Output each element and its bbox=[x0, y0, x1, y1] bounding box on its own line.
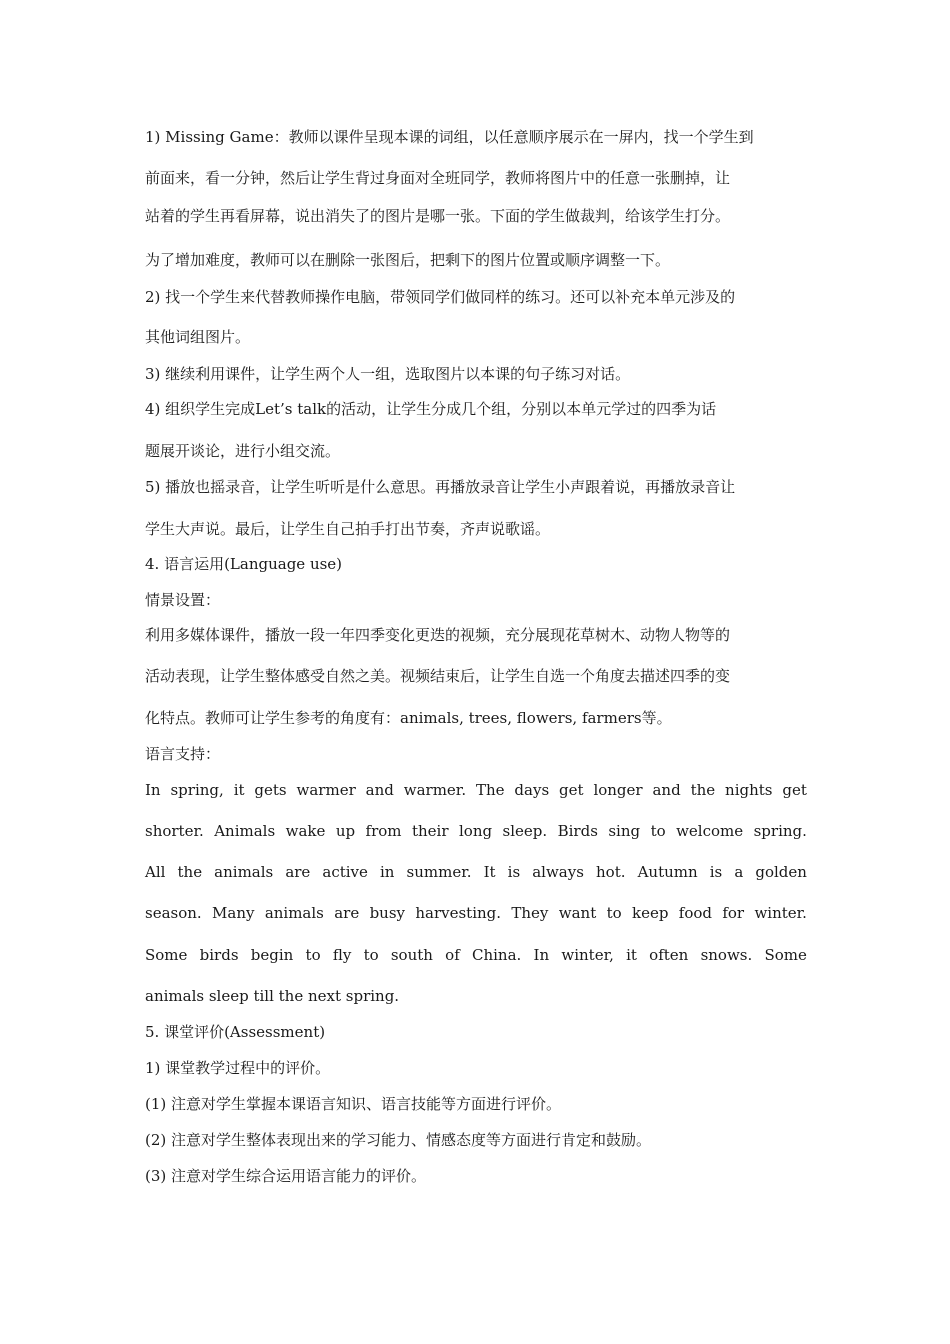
text-line: 其他词组图片。 bbox=[145, 328, 251, 346]
english-line bbox=[145, 862, 807, 882]
text-line: 站着的学生再看屏幕，说出消失了的图片是哪一张。下面的学生做裁判，给该学生打分。 bbox=[145, 207, 731, 225]
word: always bbox=[532, 863, 584, 881]
word: winter. bbox=[754, 904, 807, 922]
word: and bbox=[652, 781, 681, 799]
text-line: 前面来，看一分钟，然后让学生背过身面对全班同学，教师将图片中的任意一张删掉，让 bbox=[145, 169, 731, 187]
word: China. bbox=[472, 946, 522, 964]
word: snows. bbox=[700, 946, 753, 964]
word: get bbox=[782, 781, 807, 799]
word: All bbox=[145, 863, 166, 881]
word: to bbox=[363, 946, 379, 964]
word: Some bbox=[145, 946, 188, 964]
word: often bbox=[649, 946, 689, 964]
word: spring, bbox=[170, 781, 224, 799]
text-line: 为了增加难度，教师可以在删除一张图后，把剩下的图片位置或顺序调整一下。 bbox=[145, 251, 671, 269]
word: sing bbox=[608, 822, 641, 840]
text-line: 5) 播放也摇录音，让学生听听是什么意思。再播放录音让学生小声跟着说，再播放录音让 bbox=[145, 478, 736, 496]
word: sleep. bbox=[502, 822, 548, 840]
word: for bbox=[722, 904, 745, 922]
word: The bbox=[475, 781, 505, 799]
text-line: 学生大声说。最后，让学生自己拍手打出节奏，齐声说歌谣。 bbox=[145, 520, 551, 538]
text-line: 化特点。教师可让学生参考的角度有：animals, trees, flowers, farmers等。 bbox=[145, 709, 672, 727]
word: warmer. bbox=[403, 781, 467, 799]
text-line: 利用多媒体课件，播放一段一年四季变化更迭的视频，充分展现花草树木、动物人物等的 bbox=[145, 626, 731, 644]
word: shorter. bbox=[145, 822, 204, 840]
text-line: 4) 组织学生完成Let’s talk的活动，让学生分成几个组，分别以本单元学过的四季为话 bbox=[145, 400, 717, 418]
word: get bbox=[559, 781, 584, 799]
text-line: 3) 继续利用课件，让学生两个人一组，选取图片以本课的句子练习对话。 bbox=[145, 365, 631, 383]
word: are bbox=[334, 904, 360, 922]
word: golden bbox=[755, 863, 807, 881]
word: hot. bbox=[596, 863, 626, 881]
word: animals bbox=[264, 904, 324, 922]
word: busy bbox=[369, 904, 405, 922]
word: are bbox=[285, 863, 311, 881]
word: summer. bbox=[406, 863, 472, 881]
word: is bbox=[507, 863, 521, 881]
word: In bbox=[533, 946, 550, 964]
english-line: animals sleep till the next spring. bbox=[145, 987, 400, 1005]
word: in bbox=[380, 863, 395, 881]
word: it bbox=[626, 946, 637, 964]
text-line: 1) Missing Game：教师以课件呈现本课的词组，以任意顺序展示在一屏内，找一个学生到 bbox=[145, 128, 754, 146]
word: long bbox=[458, 822, 493, 840]
english-line bbox=[145, 780, 807, 800]
text-line: (3) 注意对学生综合运用语言能力的评价。 bbox=[145, 1167, 427, 1185]
word: Autumn bbox=[637, 863, 698, 881]
subheading: 情景设置： bbox=[145, 591, 221, 609]
word: up bbox=[335, 822, 356, 840]
word: keep bbox=[631, 904, 669, 922]
section-heading: 4. 语言运用(Language use) bbox=[145, 555, 343, 573]
word: the bbox=[177, 863, 203, 881]
text-line: (2) 注意对学生整体表现出来的学习能力、情感态度等方面进行肯定和鼓励。 bbox=[145, 1131, 652, 1149]
word: welcome bbox=[676, 822, 744, 840]
text-line: 活动表现，让学生整体感受自然之美。视频结束后，让学生自选一个角度去描述四季的变 bbox=[145, 667, 731, 685]
section-heading: 5. 课堂评价(Assessment) bbox=[145, 1023, 326, 1041]
word: want bbox=[558, 904, 597, 922]
word: begin bbox=[250, 946, 294, 964]
word: Animals bbox=[214, 822, 276, 840]
text-line: 1) 课堂教学过程中的评价。 bbox=[145, 1059, 331, 1077]
word: animals bbox=[214, 863, 274, 881]
word: from bbox=[365, 822, 402, 840]
word: to bbox=[305, 946, 321, 964]
word: winter, bbox=[561, 946, 614, 964]
word: is bbox=[709, 863, 723, 881]
english-line bbox=[145, 945, 807, 965]
text-line: 2) 找一个学生来代替教师操作电脑，带领同学们做同样的练习。还可以补充本单元涉及的 bbox=[145, 288, 736, 306]
word: It bbox=[483, 863, 496, 881]
word: gets bbox=[254, 781, 287, 799]
word: fly bbox=[332, 946, 352, 964]
word: days bbox=[514, 781, 550, 799]
word: Many bbox=[212, 904, 255, 922]
word: longer bbox=[593, 781, 643, 799]
word: and bbox=[365, 781, 394, 799]
word: active bbox=[322, 863, 368, 881]
word: In bbox=[145, 781, 161, 799]
text-line: (1) 注意对学生掌握本课语言知识、语言技能等方面进行评价。 bbox=[145, 1095, 562, 1113]
word: it bbox=[233, 781, 245, 799]
english-line bbox=[145, 903, 807, 923]
word: spring. bbox=[753, 822, 807, 840]
word: a bbox=[734, 863, 744, 881]
english-line bbox=[145, 821, 807, 841]
word: to bbox=[606, 904, 622, 922]
word: wake bbox=[285, 822, 326, 840]
word: to bbox=[650, 822, 666, 840]
word: warmer bbox=[296, 781, 356, 799]
word: south bbox=[390, 946, 433, 964]
word: their bbox=[411, 822, 449, 840]
word: Birds bbox=[557, 822, 598, 840]
word: food bbox=[678, 904, 712, 922]
text-line: 题展开谈论，进行小组交流。 bbox=[145, 442, 341, 460]
word: Some bbox=[764, 946, 807, 964]
word: birds bbox=[199, 946, 239, 964]
word: nights bbox=[725, 781, 773, 799]
word: season. bbox=[145, 904, 202, 922]
subheading: 语言支持： bbox=[145, 745, 221, 763]
word: the bbox=[690, 781, 716, 799]
word: They bbox=[511, 904, 549, 922]
word: harvesting. bbox=[415, 904, 502, 922]
word: of bbox=[445, 946, 460, 964]
